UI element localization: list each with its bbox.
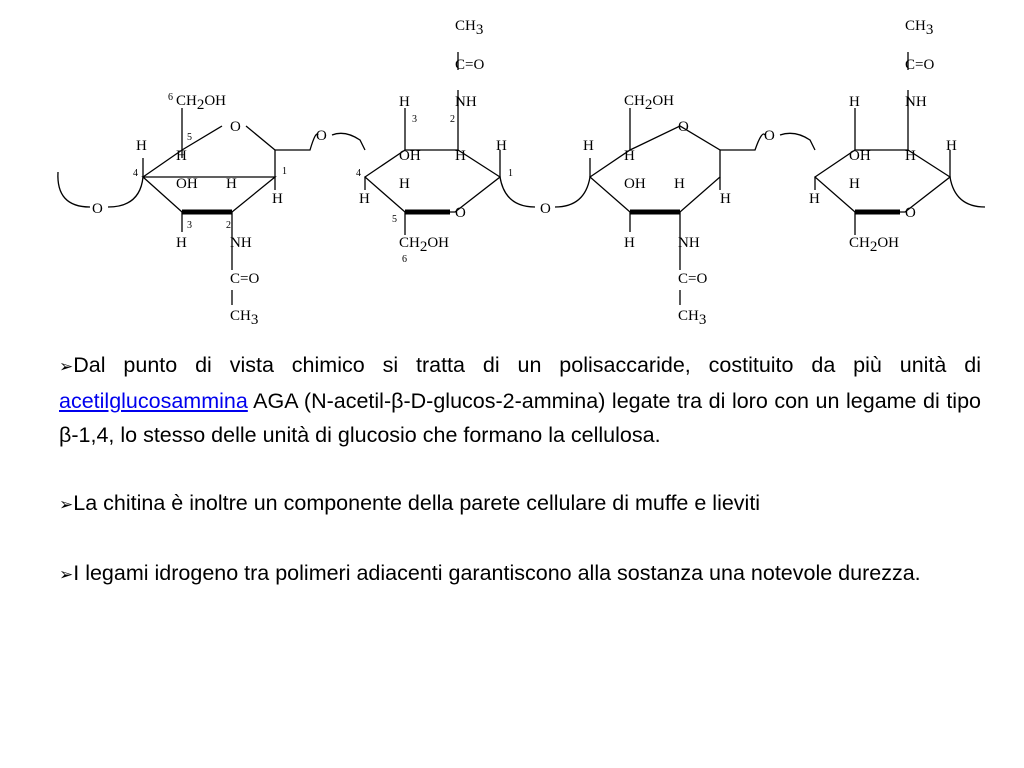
hydroxyl-label: OH: [624, 176, 646, 192]
bullet-item-2: [59, 486, 981, 522]
acetilglucosammina-link[interactable]: acetilglucosammina: [59, 389, 248, 413]
hydrogen-label: H: [455, 148, 466, 164]
ch2oh-label: CH2OH: [849, 235, 900, 255]
bullet-item-3: [59, 556, 981, 592]
hydrogen-label: H: [849, 176, 860, 192]
ch3-label: CH3: [905, 18, 934, 38]
glycosidic-oxygen-label: O: [540, 201, 551, 217]
glycosidic-oxygen-label: O: [316, 128, 327, 144]
atom-number-label: 4: [133, 168, 138, 179]
hydrogen-label: H: [849, 94, 860, 110]
hydroxyl-label: OH: [849, 148, 871, 164]
atom-number-label: 4: [356, 168, 361, 179]
bullet-2-text: La chitina è inoltre un componente della parete cellulare di muffe e lieviti: [73, 491, 761, 515]
bullet-item-1: [59, 348, 981, 452]
hydrogen-label: H: [399, 176, 410, 192]
bullet-1-text-after: AGA (N-acetil-β-D-glucos-2-ammina) legate tra di loro con un legame di tipo β-1,4, lo stesso delle unità di glucosio che formano la cellulosa.: [59, 389, 981, 447]
arrow-bullet-icon: ➢: [59, 565, 74, 584]
ch3-label: CH3: [230, 308, 259, 328]
atom-number-label: 5: [392, 214, 397, 225]
hydrogen-label: H: [905, 148, 916, 164]
chitin-structure-diagram: [0, 0, 1024, 335]
atom-number-label: 1: [282, 166, 287, 177]
atom-number-label: 6: [402, 254, 407, 265]
glycosidic-oxygen-label: O: [764, 128, 775, 144]
nh-label: NH: [230, 235, 252, 251]
hydrogen-label: H: [359, 191, 370, 207]
hydrogen-label: H: [226, 176, 237, 192]
nh-label: NH: [678, 235, 700, 251]
atom-number-label: 2: [226, 220, 231, 231]
atom-number-label: 5: [187, 132, 192, 143]
atom-number-label: 2: [450, 114, 455, 125]
carbonyl-label: C=O: [230, 271, 260, 287]
bullet-3-text: I legami idrogeno tra polimeri adiacenti garantiscono alla sostanza una notevole durezza.: [73, 561, 921, 585]
atom-number-label: 1: [508, 168, 513, 179]
bullet-list: [59, 348, 981, 592]
glycosidic-oxygen-label: O: [92, 201, 103, 217]
ring-oxygen-label: O: [905, 205, 916, 221]
hydroxyl-label: OH: [399, 148, 421, 164]
arrow-bullet-icon: ➢: [59, 495, 74, 514]
hydrogen-label: H: [272, 191, 283, 207]
hydrogen-label: H: [399, 94, 410, 110]
hydrogen-label: H: [946, 138, 957, 154]
ch2oh-label: CH2OH: [399, 235, 450, 255]
hydrogen-label: H: [176, 235, 187, 251]
hydrogen-label: H: [496, 138, 507, 154]
hydrogen-label: H: [176, 148, 187, 164]
ch2oh-label: CH2OH: [176, 93, 227, 113]
hydrogen-label: H: [809, 191, 820, 207]
ring-oxygen-label: O: [230, 119, 241, 135]
ring-oxygen-label: O: [678, 119, 689, 135]
atom-number-label: 3: [187, 220, 192, 231]
carbonyl-label: C=O: [678, 271, 708, 287]
hydroxyl-label: OH: [176, 176, 198, 192]
atom-number-label: 6: [168, 92, 173, 103]
carbonyl-label: C=O: [905, 57, 935, 73]
atom-number-label: 3: [412, 114, 417, 125]
ch3-label: CH3: [678, 308, 707, 328]
nh-label: NH: [905, 94, 927, 110]
ch2oh-label: CH2OH: [624, 93, 675, 113]
hydrogen-label: H: [624, 148, 635, 164]
nh-label: NH: [455, 94, 477, 110]
hydrogen-label: H: [624, 235, 635, 251]
hydrogen-label: H: [583, 138, 594, 154]
ring-oxygen-label: O: [455, 205, 466, 221]
hydrogen-label: H: [136, 138, 147, 154]
arrow-bullet-icon: ➢: [59, 357, 74, 376]
hydrogen-label: H: [674, 176, 685, 192]
carbonyl-label: C=O: [455, 57, 485, 73]
hydrogen-label: H: [720, 191, 731, 207]
bullet-1-text-before: Dal punto di vista chimico si tratta di un polisaccaride, costituito da più unità di: [73, 353, 981, 377]
ch3-label: CH3: [455, 18, 484, 38]
